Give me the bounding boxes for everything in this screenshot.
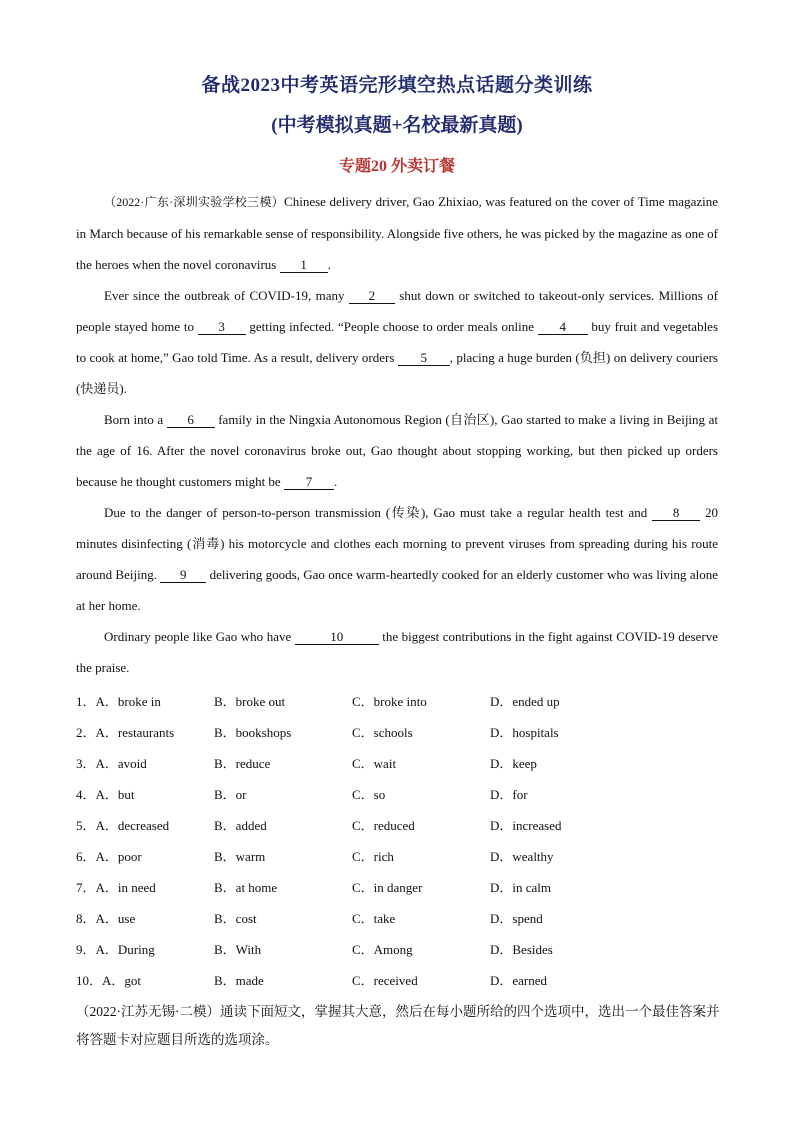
option-d: D．increased [490,818,562,833]
option-c: C．in danger [352,880,423,895]
blank-1: 1 [280,258,328,273]
document-subtitle: (中考模拟真题+名校最新真题) [271,115,523,136]
answer-options [76,686,718,996]
paragraph-text: Ever since the outbreak of COVID-19, many [104,288,349,303]
option-d: D．spend [490,911,543,926]
option-d: D．ended up [490,694,560,709]
paragraph-text: . [327,257,331,272]
option-c: C．wait [352,756,397,771]
blank-10: 10 [295,630,379,645]
paragraph-3 [76,404,718,497]
paragraph-text: the biggest contributions in the fight against COVID-19 deserve the praise. [76,629,718,675]
paragraph-text: 20 minutes disinfecting (消毒) his motorcycle and clothes each morning to prevent viruses from spreading during his route around Beijing. [76,505,719,582]
question-row [76,686,718,717]
question-row [76,717,718,748]
paragraph-text: getting infected. “People choose to order meals online [245,319,538,334]
option-b: B．or [214,787,247,802]
option-a: 2．A．restaurants [76,725,175,740]
option-c: C．rich [352,849,394,864]
document-title: 备战2023中考英语完形填空热点话题分类训练 [201,75,593,96]
option-b: B．cost [214,911,257,926]
option-d: D．earned [490,973,548,988]
option-a: 1．A．broke in [76,694,161,709]
option-c: C．schools [352,725,413,740]
question-row [76,748,718,779]
blank-9: 9 [160,568,206,583]
paragraph-text: Chinese delivery driver, Gao Zhixiao, was featured on the cover of Time magazine in March because of his remarkable sense of responsibility. Alongside five others, he was picked by the magazine as one of the heroes when the novel coronavirus [76,194,718,272]
paragraph-5 [76,621,718,683]
option-c: C．broke into [352,694,427,709]
blank-7: 7 [284,475,334,490]
option-a: 4．A．but [76,787,135,802]
option-a: 8．A．use [76,911,136,926]
blank-2: 2 [349,289,395,304]
cloze-passage [76,186,718,683]
option-d: D．Besides [490,942,553,957]
option-b: B．warm [214,849,266,864]
option-d: D．wealthy [490,849,554,864]
question-row [76,779,718,810]
paragraph-text: . [333,474,338,489]
question-row [76,965,718,996]
option-a: 6．A．poor [76,849,142,864]
option-b: B．With [214,942,262,957]
option-b: B．added [214,818,267,833]
paragraph-text: Due to the danger of person-to-person transmission (传染), Gao must take a regular health test and [104,505,653,520]
option-a: 9．A．During [76,942,155,957]
option-c: C．Among [352,942,413,957]
option-c: C．reduced [352,818,415,833]
paragraph-text: shut down or switched to takeout-only services. Millions of people stayed home to [76,288,718,334]
paragraph-text: family in the Ningxia Autonomous Region (自治区), Gao started to make a living in Beijing at the age of 16. After the novel coronavirus broke out, Gao thought about stopping working, but then picked up orders because he thought customers might be [76,412,718,489]
option-b: B．broke out [214,694,286,709]
blank-4: 4 [538,320,588,335]
option-a: 3．A．avoid [76,756,147,771]
topic-heading: 专题20 外卖订餐 [338,158,455,175]
paragraph-text: , placing a huge burden (负担) on delivery couriers (快递员). [76,350,718,396]
option-b: B．made [214,973,264,988]
blank-5: 5 [398,351,450,366]
option-c: C．take [352,911,396,926]
option-c: C．received [352,973,418,988]
question-row [76,810,718,841]
option-b: B．at home [214,880,278,895]
option-d: D．in calm [490,880,552,895]
paragraph-4 [76,497,718,621]
paragraph-text: buy fruit and vegetables to cook at home,” Gao told Time. As a result, delivery orders [76,319,719,365]
blank-6: 6 [167,413,215,428]
source-label: （2022·广东·深圳实验学校三模） [104,195,285,209]
option-a: 7．A．in need [76,880,156,895]
option-b: B．reduce [214,756,271,771]
question-row [76,841,718,872]
question-row [76,934,718,965]
paragraph-1 [76,186,718,280]
option-d: D．keep [490,756,537,771]
option-d: D．for [490,787,528,802]
paragraph-text: Born into a [104,412,167,427]
blank-8: 8 [652,506,700,521]
option-c: C．so [352,787,386,802]
option-a: 10．A．got [76,973,142,988]
paragraph-text: Ordinary people like Gao who have [104,629,295,644]
question-row [76,872,718,903]
question-row [76,903,718,934]
blank-3: 3 [198,320,246,335]
option-d: D．hospitals [490,725,559,740]
next-passage-instruction: （2022·江苏无锡·二模）通读下面短文，掌握其大意，然后在每小题所给的四个选项中，选出一个最佳答案并将答题卡对应题目所选的选项涂。 [76,1004,720,1047]
option-b: B．bookshops [214,725,292,740]
paragraph-2 [76,280,718,404]
paragraph-text: delivering goods, Gao once warm-heartedly cooked for an elderly customer who was living alone at her home. [76,567,718,613]
option-a: 5．A．decreased [76,818,170,833]
